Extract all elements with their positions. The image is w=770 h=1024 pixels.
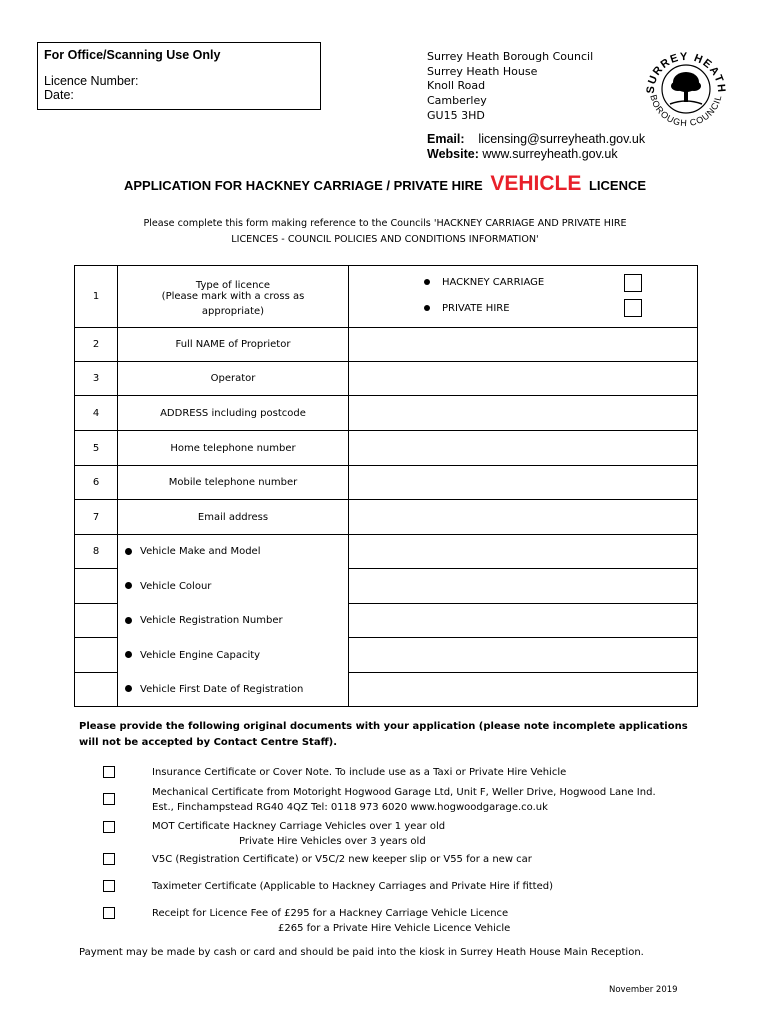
intro-line: Please complete this form making reference to the Councils 'HACKNEY CARRIAGE AND PRIVATE HIRE [143, 218, 627, 229]
private-hire-option [424, 303, 510, 314]
address-line: GU15 3HD [427, 108, 485, 122]
row-number: 6 [75, 466, 118, 500]
mot-certificate-checkbox[interactable] [103, 821, 115, 833]
logo-text-bottom: BOROUGH COUNCIL [648, 93, 724, 129]
vehicle-item [118, 638, 349, 673]
doc-item-line: £265 for a Private Hire Vehicle Licence Vehicle [278, 923, 511, 934]
doc-item-line: Mechanical Certificate from Motoright Hogwood Garage Ltd, Unit F, Weller Drive, Hogwood Lane Ind. [152, 787, 656, 798]
doc-item-line: Private Hire Vehicles over 3 years old [239, 836, 426, 847]
bullet-icon [125, 582, 132, 589]
hackney-carriage-checkbox[interactable] [624, 274, 642, 292]
address-line: Knoll Road [427, 79, 486, 93]
field-label: Mobile telephone number [118, 466, 349, 500]
documents-heading: Please provide the following original documents with your application (please note incomplete applications will not be accepted by Contact Centre Staff). [79, 721, 688, 748]
row-number: 5 [75, 431, 118, 466]
address-line: Surrey Heath Borough Council [427, 50, 594, 63]
row-number: 4 [75, 396, 118, 431]
row-number: 7 [75, 500, 118, 535]
email-link[interactable]: licensing@surreyheath.gov.uk [478, 132, 646, 146]
email-field[interactable] [349, 500, 698, 535]
vehicle-item [118, 604, 349, 638]
title-highlight: VEHICLE [490, 172, 582, 195]
bullet-icon [125, 685, 132, 692]
date-label: Date: [44, 88, 74, 102]
bullet-icon [424, 305, 430, 311]
title-part2: LICENCE [588, 178, 647, 193]
field-label: Home telephone number [118, 431, 349, 466]
label-line: (Please mark with a cross as [161, 291, 305, 302]
vehicle-registration-field[interactable] [349, 604, 698, 638]
form-row [75, 431, 698, 466]
doc-item [152, 852, 532, 867]
form-row [75, 466, 698, 500]
bullet-icon [125, 651, 132, 658]
vehicle-item [118, 535, 349, 569]
row-number-empty [75, 569, 118, 604]
doc-item-line: Receipt for Licence Fee of £295 for a Hackney Carriage Vehicle Licence [152, 908, 509, 919]
intro-line: LICENCES - COUNCIL POLICIES AND CONDITIONS INFORMATION' [231, 234, 539, 245]
doc-item [152, 819, 445, 849]
doc-item-line: Est., Finchampstead RG40 4QZ Tel: 0118 973 6020 www.hogwoodgarage.co.uk [152, 802, 548, 813]
licence-type-row [75, 266, 698, 328]
bullet-icon [424, 279, 430, 285]
vehicle-row [75, 569, 698, 604]
address-line: Surrey Heath House [427, 64, 538, 78]
vehicle-colour-field[interactable] [349, 569, 698, 604]
title-part1: APPLICATION FOR HACKNEY CARRIAGE / PRIVATE HIRE [123, 178, 483, 193]
licence-type-options-cell [349, 266, 698, 328]
form-row [75, 500, 698, 535]
label-line: Type of licence [195, 280, 271, 291]
mechanical-certificate-checkbox[interactable] [103, 793, 115, 805]
taximeter-checkbox[interactable] [103, 880, 115, 892]
insurance-checkbox[interactable] [103, 766, 115, 778]
application-form-table [74, 265, 698, 707]
form-date: November 2019 [609, 985, 678, 995]
row-number: 1 [75, 266, 118, 328]
email-label: Email: [427, 132, 465, 146]
intro-text [95, 216, 675, 248]
licence-number-label: Licence Number: [44, 74, 139, 88]
page-title [0, 172, 770, 196]
website-label: Website: [427, 147, 479, 161]
vehicle-item-label: Vehicle Make and Model [140, 546, 261, 558]
row-number-empty [75, 638, 118, 673]
vehicle-item-label: Vehicle Engine Capacity [140, 649, 261, 661]
mobile-phone-field[interactable] [349, 466, 698, 500]
doc-item-line: Insurance Certificate or Cover Note. To include use as a Taxi or Private Hire Vehicle [152, 767, 567, 778]
doc-item [152, 785, 656, 815]
council-address [427, 50, 593, 124]
licence-type-label [118, 266, 349, 328]
payment-note: Payment may be made by cash or card and should be paid into the kiosk in Surrey Heath House Main Reception. [79, 947, 644, 958]
vehicle-engine-capacity-field[interactable] [349, 638, 698, 673]
private-hire-checkbox[interactable] [624, 299, 642, 317]
vehicle-item-label: Vehicle Colour [140, 580, 212, 592]
vehicle-row [75, 535, 698, 569]
address-line: Camberley [427, 94, 487, 108]
row-number: 2 [75, 328, 118, 362]
form-row [75, 396, 698, 431]
row-number: 8 [75, 535, 118, 569]
bullet-icon [125, 548, 132, 555]
vehicle-row [75, 604, 698, 638]
option-label: HACKNEY CARRIAGE [442, 277, 545, 288]
vehicle-item [118, 673, 349, 707]
doc-item-line: Taximeter Certificate (Applicable to Hackney Carriages and Private Hire if fitted) [152, 881, 554, 892]
form-row [75, 328, 698, 362]
field-label: Operator [118, 362, 349, 396]
option-label: PRIVATE HIRE [442, 303, 510, 314]
field-label: ADDRESS including postcode [118, 396, 349, 431]
vehicle-first-registration-field[interactable] [349, 673, 698, 707]
v5c-checkbox[interactable] [103, 853, 115, 865]
logo-text-top: SURREY HEATH [644, 50, 728, 95]
vehicle-item-label: Vehicle Registration Number [140, 615, 283, 626]
hackney-carriage-option [424, 277, 544, 288]
doc-item [152, 906, 510, 936]
doc-item-line: MOT Certificate Hackney Carriage Vehicles over 1 year old [152, 821, 446, 832]
vehicle-item-label: Vehicle First Date of Registration [140, 683, 304, 695]
surrey-heath-logo [640, 42, 732, 134]
contact-details [427, 132, 645, 162]
label-line: appropriate) [201, 306, 265, 317]
address-field[interactable] [349, 396, 698, 431]
vehicle-row [75, 673, 698, 707]
office-use-title: For Office/Scanning Use Only [44, 48, 221, 62]
vehicle-item [118, 569, 349, 604]
row-number: 3 [75, 362, 118, 396]
operator-field[interactable] [349, 362, 698, 396]
doc-item-line: V5C (Registration Certificate) or V5C/2 new keeper slip or V55 for a new car [152, 854, 532, 865]
website-link[interactable]: www.surreyheath.gov.uk [482, 147, 618, 161]
office-use-box [37, 42, 321, 110]
bullet-icon [125, 617, 132, 624]
doc-item [152, 765, 566, 780]
vehicle-row [75, 638, 698, 673]
row-number-empty [75, 604, 118, 638]
row-number-empty [75, 673, 118, 707]
proprietor-name-field[interactable] [349, 328, 698, 362]
field-label: Email address [118, 500, 349, 535]
home-phone-field[interactable] [349, 431, 698, 466]
licence-fee-checkbox[interactable] [103, 907, 115, 919]
vehicle-make-model-field[interactable] [349, 535, 698, 569]
form-row [75, 362, 698, 396]
doc-item [152, 879, 553, 894]
field-label: Full NAME of Proprietor [118, 328, 349, 362]
